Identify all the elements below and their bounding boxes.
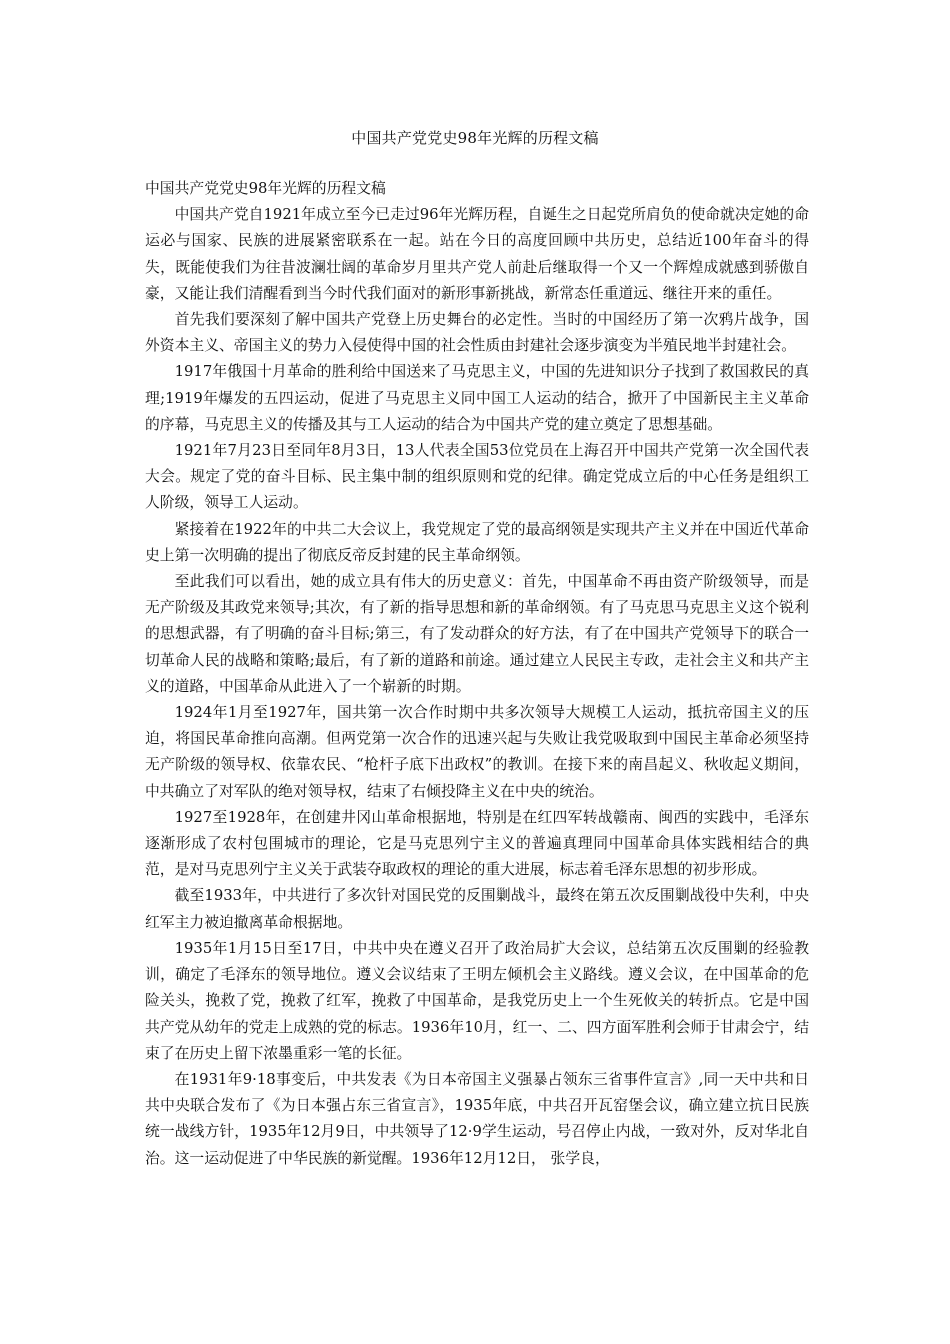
paragraph: 1917年俄国十月革命的胜利给中国送来了马克思主义，中国的先进知识分子找到了救国救民的真理;1919年爆发的五四运动，促进了马克思主义同中国工人运动的结合，掀开了中国新民主主义革命的序幕，马克思主义的传播及其与工人运动的结合为中国共产党的建立奠定了思想基础。	[145, 363, 809, 433]
paragraph: 1927至1928年，在创建井冈山革命根据地，特别是在红四军转战赣南、闽西的实践中，毛泽东逐渐形成了农村包围城市的理论，它是马克思列宁主义的普遍真理同中国革命具体实践相结合的典范，是对马克思列宁主义关于武装夺取政权的理论的重大进展，标志着毛泽东思想的初步形成。	[145, 808, 809, 879]
paragraph: 至此我们可以看出，她的成立具有伟大的历史意义：首先，中国革命不再由资产阶级领导，而是无产阶级及其政党来领导;其次，有了新的指导思想和新的革命纲领。有了马克思马克思主义这个锐利的思想武器，有了明确的奋斗目标;第三，有了发动群众的好方法，有了在中国共产党领导下的联合一切革命人民的战略和策略;最后，有了新的道路和前途。通过建立人民民主专政，走社会主义和共产主义的道路，中国革命从此进入了一个崭新的时期。	[145, 573, 809, 695]
paragraph: 在1931年9·18事变后，中共发表《为日本帝国主义强暴占领东三省事件宣言》,同一天中共和日共中央联合发布了《为日本强占东三省宣言》，1935年底，中共召开瓦窑堡会议，确立建立抗日民族统一战线方针，1935年12月9日，中共领导了12·9学生运动，号召停止内战，一致对外，反对华北自治。这一运动促进了中华民族的新觉醒。1936年12月12日， 张学良，	[145, 1070, 809, 1167]
document-body	[145, 176, 809, 1172]
paragraph: 截至1933年，中共进行了多次针对国民党的反围剿战斗，最终在第五次反围剿战役中失利，中央红军主力被迫撤离革命根据地。	[145, 887, 809, 931]
paragraph: 1924年1月至1927年，国共第一次合作时期中共多次领导大规模工人运动，抵抗帝国主义的压迫，将国民革命推向高潮。但两党第一次合作的迅速兴起与失败让我党吸取到中国民主革命必须坚持无产阶级的领导权、依靠农民、“枪杆子底下出政权”的教训。在接下来的南昌起义、秋收起义期间，中共确立了对军队的绝对领导权，结束了右倾投降主义在中央的统治。	[145, 704, 809, 800]
paragraph: 紧接着在1922年的中共二大会议上，我党规定了党的最高纲领是实现共产主义并在中国近代革命史上第一次明确的提出了彻底反帝反封建的民主革命纲领。	[145, 520, 809, 564]
document-title: 中国共产党党史98年光辉的历程文稿	[351, 129, 599, 147]
paragraph: 中国共产党自1921年成立至今已走过96年光辉历程，自诞生之日起党所肩负的使命就决定她的命运必与国家、民族的进展紧密联系在一起。站在今日的高度回顾中共历史，总结近100年奋斗的得失，既能使我们为往昔波澜壮阔的革命岁月里共产党人前赴后继取得一个又一个辉煌成就感到骄傲自豪，又能让我们清醒看到当今时代我们面对的新形事新挑战，新常态任重道远、继往开来的重任。	[145, 206, 809, 302]
paragraph: 首先我们要深刻了解中国共产党登上历史舞台的必定性。当时的中国经历了第一次鸦片战争，国外资本主义、帝国主义的势力入侵使得中国的社会性质由封建社会逐步演变为半殖民地半封建社会。	[145, 311, 809, 355]
document-subtitle: 中国共产党党史98年光辉的历程文稿	[145, 180, 386, 197]
paragraph: 1935年1月15日至17日，中共中央在遵义召开了政治局扩大会议，总结第五次反围剿的经验教训，确定了毛泽东的领导地位。遵义会议结束了王明左倾机会主义路线。遵义会议，在中国革命的危险关头，挽救了党，挽救了红军，挽救了中国革命，是我党历史上一个生死攸关的转折点。它是中国共产党从幼年的党走上成熟的党的标志。1936年10月，红一、二、四方面军胜利会师于甘肃会宁，结束了在历史上留下浓墨重彩一笔的长征。	[145, 939, 809, 1062]
paragraph: 1921年7月23日至同年8月3日，13人代表全国53位党员在上海召开中国共产党第一次全国代表大会。规定了党的奋斗目标、民主集中制的组织原则和党的纪律。确定党成立后的中心任务是组织工人阶级，领导工人运动。	[145, 442, 809, 512]
